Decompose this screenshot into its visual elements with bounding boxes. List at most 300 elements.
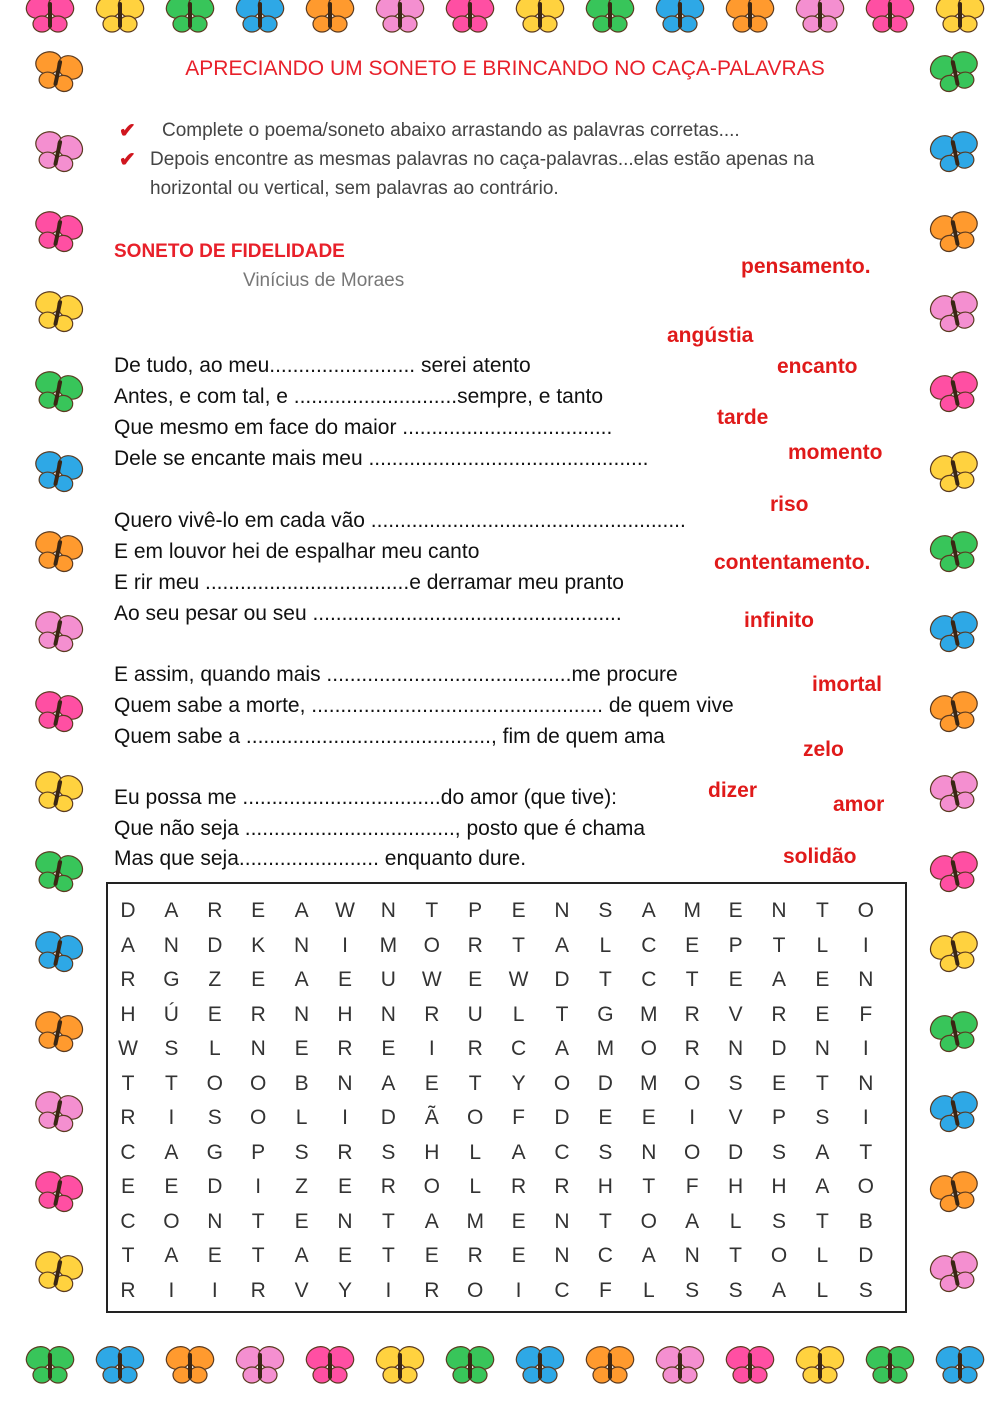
grid-letter[interactable]: T xyxy=(729,1244,742,1267)
butterfly-icon xyxy=(923,364,985,415)
grid-letter[interactable]: S xyxy=(685,1278,700,1302)
grid-letter[interactable]: D xyxy=(728,1140,744,1164)
grid-letter[interactable]: U xyxy=(380,968,396,991)
grid-letter[interactable]: R xyxy=(120,1278,136,1302)
grid-letter[interactable]: P xyxy=(468,899,483,922)
grid-letter[interactable]: N xyxy=(858,1071,874,1095)
grid-row xyxy=(108,1032,905,1066)
grid-letter[interactable]: W xyxy=(118,1037,138,1060)
grid-letter[interactable]: T xyxy=(815,899,829,922)
grid-letter[interactable]: K xyxy=(251,933,266,957)
grid-letter[interactable]: O xyxy=(163,1209,180,1233)
grid-letter[interactable]: D xyxy=(771,1037,787,1060)
grid-letter[interactable]: A xyxy=(294,1244,309,1267)
word-imortal[interactable]: imortal xyxy=(812,673,883,696)
grid-letter[interactable]: E xyxy=(815,1002,830,1026)
word-dizer[interactable]: dizer xyxy=(708,779,758,802)
grid-letter[interactable]: A xyxy=(815,1175,830,1198)
grid-letter[interactable]: T xyxy=(381,1244,395,1267)
butterfly-icon xyxy=(27,124,89,175)
butterfly-icon xyxy=(27,924,89,975)
grid-letter[interactable]: T xyxy=(251,1244,265,1267)
instruction-2-cont: horizontal ou vertical, sem palavras ao contrário. xyxy=(150,178,559,199)
grid-letter[interactable]: T xyxy=(685,968,699,991)
grid-letter[interactable]: E xyxy=(337,968,352,991)
grid-letter[interactable]: N xyxy=(207,1209,223,1233)
grid-letter[interactable]: T xyxy=(815,1209,829,1233)
grid-letter[interactable]: A xyxy=(815,1140,830,1164)
butterfly-icon xyxy=(723,1343,778,1383)
butterfly-icon xyxy=(27,764,89,815)
poem-line: E rir meu ...................................e derramar meu pranto xyxy=(114,571,624,594)
word-encanto[interactable]: encanto xyxy=(777,355,858,378)
butterfly-icon xyxy=(933,1343,988,1383)
butterfly-icon xyxy=(923,524,985,575)
grid-letter[interactable]: A xyxy=(120,933,135,957)
butterfly-icon xyxy=(723,0,778,32)
grid-letter[interactable]: R xyxy=(337,1037,353,1060)
page-title: APRECIANDO UM SONETO E BRINCANDO NO CAÇA-PALAVRAS xyxy=(185,57,825,80)
grid-letter[interactable]: D xyxy=(554,968,570,991)
grid-letter[interactable]: L xyxy=(469,1175,482,1198)
grid-letter[interactable]: O xyxy=(770,1244,788,1267)
grid-letter[interactable]: T xyxy=(598,968,612,991)
butterfly-icon xyxy=(27,364,89,415)
butterfly-icon xyxy=(303,1343,358,1383)
grid-letter[interactable]: E xyxy=(728,899,743,922)
butterfly-icon xyxy=(923,1084,985,1135)
grid-letter[interactable]: N xyxy=(684,1244,700,1267)
grid-letter[interactable]: S xyxy=(207,1106,222,1129)
grid-letter[interactable]: Y xyxy=(337,1278,352,1302)
grid-letter[interactable]: V xyxy=(728,1002,743,1026)
grid-letter[interactable]: V xyxy=(294,1278,309,1302)
checkmark-icon: ✔ xyxy=(119,120,136,142)
poem-line: Dele se encante mais meu ................................................ xyxy=(114,447,649,470)
poem-line: E em louvor hei de espalhar meu canto xyxy=(114,540,480,563)
grid-letter[interactable]: M xyxy=(640,1002,658,1026)
grid-letter[interactable]: R xyxy=(467,933,483,957)
butterfly-icon xyxy=(923,1164,985,1215)
grid-row xyxy=(108,1170,905,1204)
grid-letter[interactable]: E xyxy=(207,1244,222,1267)
grid-letter[interactable]: Ú xyxy=(163,1002,179,1026)
grid-letter[interactable]: Ã xyxy=(424,1106,439,1129)
grid-letter[interactable]: R xyxy=(120,968,136,991)
grid-letter[interactable]: I xyxy=(342,933,348,957)
grid-letter[interactable]: O xyxy=(553,1071,571,1095)
poem-line: E assim, quando mais ..........................................me procure xyxy=(114,663,678,686)
poem-line: Mas que seja........................ enquanto dure. xyxy=(114,847,527,870)
instruction-1: Complete o poema/soneto abaixo arrastando as palavras corretas.... xyxy=(162,120,740,141)
grid-letter[interactable]: R xyxy=(424,1002,440,1026)
grid-row xyxy=(108,963,905,997)
grid-letter[interactable]: E xyxy=(424,1071,439,1095)
word-amor[interactable]: amor xyxy=(833,793,885,816)
butterfly-icon xyxy=(923,444,985,495)
grid-letter[interactable]: T xyxy=(251,1209,265,1233)
butterfly-icon xyxy=(653,1343,708,1383)
poem-line: Quem sabe a .........................................., fim de quem ama xyxy=(114,725,665,748)
butterfly-icon xyxy=(233,0,288,32)
grid-letter[interactable]: R xyxy=(771,1002,787,1026)
grid-letter[interactable]: H xyxy=(597,1175,613,1198)
grid-letter[interactable]: N xyxy=(858,968,874,991)
poem-line: Antes, e com tal, e ............................sempre, e tanto xyxy=(114,385,604,408)
grid-letter[interactable]: T xyxy=(512,933,525,957)
butterfly-icon xyxy=(923,1004,985,1055)
grid-letter[interactable]: R xyxy=(684,1037,700,1060)
butterfly-icon xyxy=(793,1343,848,1383)
word-angustia[interactable]: angústia xyxy=(667,324,754,347)
grid-letter[interactable]: T xyxy=(555,1002,569,1026)
grid-letter[interactable]: L xyxy=(816,1244,829,1267)
butterfly-icon xyxy=(27,1164,89,1215)
grid-letter[interactable]: N xyxy=(728,1037,744,1060)
grid-letter[interactable]: S xyxy=(381,1140,396,1164)
grid-letter[interactable]: O xyxy=(423,1175,440,1198)
grid-letter[interactable]: A xyxy=(685,1209,700,1233)
butterfly-icon xyxy=(923,204,985,255)
grid-letter[interactable]: S xyxy=(815,1106,830,1129)
grid-letter[interactable]: I xyxy=(211,1278,218,1302)
grid-letter[interactable]: D xyxy=(597,1071,613,1095)
grid-letter[interactable]: H xyxy=(728,1175,744,1198)
grid-letter[interactable]: E xyxy=(468,968,483,991)
grid-letter[interactable]: N xyxy=(380,899,396,922)
grid-letter[interactable]: N xyxy=(641,1140,657,1164)
grid-letter[interactable]: E xyxy=(207,1002,222,1026)
grid-row xyxy=(108,1101,905,1135)
grid-letter[interactable]: D xyxy=(380,1106,396,1129)
grid-letter[interactable]: T xyxy=(468,1071,482,1095)
grid-letter[interactable]: N xyxy=(337,1071,353,1095)
grid-letter[interactable]: O xyxy=(640,1037,657,1060)
grid-letter[interactable]: D xyxy=(554,1106,570,1129)
butterfly-icon xyxy=(583,1343,638,1383)
poem-line: De tudo, ao meu......................... serei atento xyxy=(114,354,531,377)
word-solidao[interactable]: solidão xyxy=(783,845,857,868)
grid-letter[interactable]: B xyxy=(858,1209,873,1233)
grid-letter[interactable]: N xyxy=(814,1037,830,1060)
grid-letter[interactable]: L xyxy=(816,933,829,957)
grid-letter[interactable]: I xyxy=(168,1106,175,1129)
grid-letter[interactable]: I xyxy=(255,1175,262,1198)
grid-letter[interactable]: C xyxy=(554,1140,570,1164)
grid-letter[interactable]: E xyxy=(728,968,743,991)
grid-letter[interactable]: M xyxy=(379,933,398,957)
word-riso[interactable]: riso xyxy=(770,493,809,516)
grid-letter[interactable]: S xyxy=(164,1037,179,1060)
grid-letter[interactable]: A xyxy=(771,1278,786,1302)
poem-line: Ao seu pesar ou seu ..................................................... xyxy=(114,602,622,625)
grid-letter[interactable]: O xyxy=(684,1071,701,1095)
grid-letter[interactable]: S xyxy=(598,899,613,922)
grid-letter[interactable]: E xyxy=(598,1106,613,1129)
butterfly-icon xyxy=(513,0,568,32)
grid-letter[interactable]: T xyxy=(164,1071,178,1095)
grid-letter[interactable]: M xyxy=(640,1071,658,1095)
butterfly-icon xyxy=(27,284,89,335)
grid-letter[interactable]: F xyxy=(685,1175,699,1198)
grid-letter[interactable]: E xyxy=(511,1209,526,1233)
grid-letter[interactable]: C xyxy=(597,1244,613,1267)
grid-letter[interactable]: L xyxy=(295,1106,308,1129)
butterfly-icon xyxy=(923,284,985,335)
grid-letter[interactable]: R xyxy=(467,1244,483,1267)
grid-letter[interactable]: O xyxy=(467,1278,484,1302)
word-contentamento[interactable]: contentamento. xyxy=(714,551,871,574)
grid-letter[interactable]: I xyxy=(385,1278,392,1302)
grid-letter[interactable]: M xyxy=(466,1209,484,1233)
grid-letter[interactable]: E xyxy=(251,968,266,991)
grid-letter[interactable]: D xyxy=(120,899,136,922)
grid-letter[interactable]: N xyxy=(554,899,570,922)
grid-letter[interactable]: A xyxy=(641,899,656,922)
grid-letter[interactable]: O xyxy=(250,1106,267,1129)
grid-letter[interactable]: L xyxy=(208,1037,221,1060)
butterfly-icon xyxy=(513,1343,568,1383)
grid-letter[interactable]: F xyxy=(512,1106,525,1129)
butterfly-icon xyxy=(863,1343,918,1383)
poem-title: SONETO DE FIDELIDADE xyxy=(114,241,345,262)
butterfly-icon xyxy=(793,0,848,32)
grid-letter[interactable]: E xyxy=(337,1244,352,1267)
grid-letter[interactable]: Z xyxy=(208,968,222,991)
grid-letter[interactable]: P xyxy=(728,933,743,957)
grid-letter[interactable]: N xyxy=(554,1209,570,1233)
grid-row xyxy=(108,1067,905,1101)
grid-letter[interactable]: C xyxy=(641,933,657,957)
butterfly-icon xyxy=(23,1343,78,1383)
grid-letter[interactable]: N xyxy=(771,899,787,922)
grid-letter[interactable]: W xyxy=(508,968,529,991)
butterfly-icon xyxy=(27,1084,89,1135)
grid-letter[interactable]: S xyxy=(771,1209,786,1233)
word-zelo[interactable]: zelo xyxy=(803,738,844,761)
grid-letter[interactable]: C xyxy=(511,1037,527,1060)
grid-letter[interactable]: S xyxy=(294,1140,309,1164)
grid-letter[interactable]: O xyxy=(857,899,874,922)
grid-letter[interactable]: N xyxy=(554,1244,570,1267)
grid-letter[interactable]: U xyxy=(467,1002,483,1026)
butterfly-icon xyxy=(27,204,89,255)
grid-letter[interactable]: G xyxy=(597,1002,614,1026)
grid-letter[interactable]: R xyxy=(337,1140,353,1164)
butterfly-icon xyxy=(27,604,89,655)
grid-letter[interactable]: N xyxy=(250,1037,266,1060)
word-tarde[interactable]: tarde xyxy=(717,406,769,429)
grid-letter[interactable]: L xyxy=(599,933,612,957)
grid-letter[interactable]: P xyxy=(251,1140,266,1164)
butterfly-icon xyxy=(163,1343,218,1383)
butterfly-icon xyxy=(923,684,985,735)
grid-letter[interactable]: I xyxy=(689,1106,696,1129)
grid-row xyxy=(108,929,905,963)
grid-letter[interactable]: T xyxy=(772,933,786,957)
grid-letter[interactable]: E xyxy=(251,899,266,922)
grid-letter[interactable]: E xyxy=(511,1244,526,1267)
butterfly-icon xyxy=(923,764,985,815)
grid-letter[interactable]: C xyxy=(554,1278,570,1302)
grid-letter[interactable]: E xyxy=(685,933,700,957)
grid-letter[interactable]: O xyxy=(857,1175,874,1198)
grid-letter[interactable]: E xyxy=(771,1071,786,1095)
grid-letter[interactable]: N xyxy=(380,1002,396,1026)
grid-row xyxy=(108,1136,905,1170)
grid-letter[interactable]: A xyxy=(381,1071,396,1095)
grid-letter[interactable]: A xyxy=(771,968,786,991)
grid-letter[interactable]: T xyxy=(121,1244,135,1267)
butterfly-icon xyxy=(923,124,985,175)
grid-letter[interactable]: T xyxy=(381,1209,395,1233)
grid-letter[interactable]: D xyxy=(207,1175,223,1198)
grid-letter[interactable]: E xyxy=(424,1244,439,1267)
grid-letter[interactable]: Z xyxy=(295,1175,308,1198)
grid-letter[interactable]: M xyxy=(683,899,701,922)
grid-letter[interactable]: O xyxy=(250,1071,267,1095)
poem-line: Que mesmo em face do maior .................................... xyxy=(114,416,613,439)
poem-line: Quero vivê-lo em cada vão ...................................................... xyxy=(114,509,686,532)
grid-letter[interactable]: W xyxy=(421,968,442,991)
grid-letter[interactable]: G xyxy=(163,968,180,991)
grid-letter[interactable]: T xyxy=(425,899,439,922)
checkmark-icon: ✔ xyxy=(119,149,136,171)
grid-letter[interactable]: O xyxy=(423,933,440,957)
grid-letter[interactable]: N xyxy=(294,1002,310,1026)
grid-letter[interactable]: R xyxy=(120,1106,136,1129)
grid-letter[interactable]: N xyxy=(337,1209,353,1233)
grid-letter[interactable]: W xyxy=(335,899,355,922)
grid-letter[interactable]: C xyxy=(120,1140,136,1164)
grid-letter[interactable]: A xyxy=(511,1140,526,1164)
grid-letter[interactable]: N xyxy=(294,933,310,957)
butterfly-icon xyxy=(443,1343,498,1383)
grid-letter[interactable]: I xyxy=(168,1278,175,1302)
grid-letter[interactable]: O xyxy=(206,1071,223,1095)
butterfly-icon xyxy=(93,0,148,32)
grid-letter[interactable]: T xyxy=(121,1071,135,1095)
grid-letter[interactable]: S xyxy=(728,1278,743,1302)
grid-letter[interactable]: Y xyxy=(511,1071,526,1095)
grid-letter[interactable]: L xyxy=(642,1278,655,1302)
grid-letter[interactable]: G xyxy=(206,1140,223,1164)
grid-letter[interactable]: O xyxy=(684,1140,701,1164)
grid-letter[interactable]: T xyxy=(642,1175,656,1198)
grid-letter[interactable]: A xyxy=(294,899,309,922)
grid-letter[interactable]: E xyxy=(511,899,526,922)
grid-letter[interactable]: R xyxy=(250,1002,266,1026)
grid-letter[interactable]: E xyxy=(815,968,830,991)
grid-letter[interactable]: B xyxy=(294,1071,309,1095)
grid-letter[interactable]: S xyxy=(858,1278,873,1302)
grid-letter[interactable]: S xyxy=(598,1140,613,1164)
word-momento[interactable]: momento xyxy=(788,441,883,464)
grid-letter[interactable]: F xyxy=(859,1002,873,1026)
grid-letter[interactable]: N xyxy=(163,933,179,957)
grid-letter[interactable]: A xyxy=(164,899,179,922)
word-infinito[interactable]: infinito xyxy=(744,609,814,632)
grid-letter[interactable]: C xyxy=(120,1209,136,1233)
grid-letter[interactable]: I xyxy=(428,1037,435,1060)
grid-letter[interactable]: R xyxy=(684,1002,700,1026)
grid-letter[interactable]: D xyxy=(858,1244,874,1267)
word-search-grid[interactable] xyxy=(106,882,907,1313)
grid-letter[interactable]: E xyxy=(381,1037,396,1060)
grid-letter[interactable]: R xyxy=(554,1175,570,1198)
grid-letter[interactable]: I xyxy=(862,933,869,957)
grid-letter[interactable]: P xyxy=(771,1106,786,1129)
grid-letter[interactable]: T xyxy=(598,1209,612,1233)
grid-letter[interactable]: A xyxy=(641,1244,656,1267)
grid-letter[interactable]: A xyxy=(164,1140,179,1164)
grid-letter[interactable]: R xyxy=(207,899,223,922)
grid-letter[interactable]: L xyxy=(729,1209,742,1233)
grid-letter[interactable]: I xyxy=(342,1106,348,1129)
grid-letter[interactable]: T xyxy=(815,1071,829,1095)
grid-letter[interactable]: L xyxy=(469,1140,482,1164)
grid-letter[interactable]: S xyxy=(771,1140,786,1164)
grid-letter[interactable]: H xyxy=(424,1140,440,1164)
grid-letter[interactable]: F xyxy=(598,1278,612,1302)
grid-letter[interactable]: I xyxy=(862,1106,869,1129)
grid-letter[interactable]: A xyxy=(424,1209,439,1233)
butterfly-icon xyxy=(373,1343,428,1383)
butterfly-icon xyxy=(27,684,89,735)
grid-letter[interactable]: E xyxy=(120,1175,135,1198)
grid-letter[interactable]: R xyxy=(380,1175,396,1198)
grid-letter[interactable]: A xyxy=(164,1244,179,1267)
grid-letter[interactable]: O xyxy=(640,1209,657,1233)
grid-letter[interactable]: R xyxy=(511,1175,527,1198)
grid-letter[interactable]: E xyxy=(164,1175,179,1198)
grid-letter[interactable]: H xyxy=(771,1175,787,1198)
grid-letter[interactable]: O xyxy=(467,1106,484,1129)
butterfly-icon xyxy=(863,0,918,32)
grid-letter[interactable]: C xyxy=(641,968,657,991)
grid-letter[interactable]: R xyxy=(424,1278,440,1302)
grid-letter[interactable]: A xyxy=(554,933,569,957)
grid-letter[interactable]: I xyxy=(862,1037,869,1060)
butterfly-icon xyxy=(303,0,358,32)
grid-letter[interactable]: E xyxy=(641,1106,656,1129)
butterfly-icon xyxy=(923,924,985,975)
grid-letter[interactable]: H xyxy=(120,1002,136,1026)
grid-letter[interactable]: E xyxy=(294,1209,309,1233)
grid-letter[interactable]: L xyxy=(512,1002,525,1026)
word-pensamento[interactable]: pensamento. xyxy=(741,255,871,278)
grid-row xyxy=(108,1239,905,1273)
grid-letter[interactable]: S xyxy=(728,1071,743,1095)
grid-letter[interactable]: M xyxy=(596,1037,615,1060)
grid-letter[interactable]: A xyxy=(294,968,309,991)
butterfly-icon xyxy=(583,0,638,32)
grid-letter[interactable]: R xyxy=(250,1278,266,1302)
grid-letter[interactable]: E xyxy=(294,1037,309,1060)
grid-letter[interactable]: R xyxy=(467,1037,483,1060)
grid-letter[interactable]: A xyxy=(554,1037,569,1060)
grid-letter[interactable]: H xyxy=(337,1002,353,1026)
grid-letter[interactable]: I xyxy=(515,1278,522,1302)
grid-letter[interactable]: V xyxy=(728,1106,743,1129)
butterfly-icon xyxy=(923,604,985,655)
butterfly-icon xyxy=(923,1244,985,1295)
grid-letter[interactable]: D xyxy=(207,933,223,957)
grid-letter[interactable]: E xyxy=(337,1175,352,1198)
grid-letter[interactable]: T xyxy=(859,1140,873,1164)
instruction-2: Depois encontre as mesmas palavras no caça-palavras...elas estão apenas na xyxy=(150,149,815,170)
grid-letter[interactable]: L xyxy=(816,1278,829,1302)
